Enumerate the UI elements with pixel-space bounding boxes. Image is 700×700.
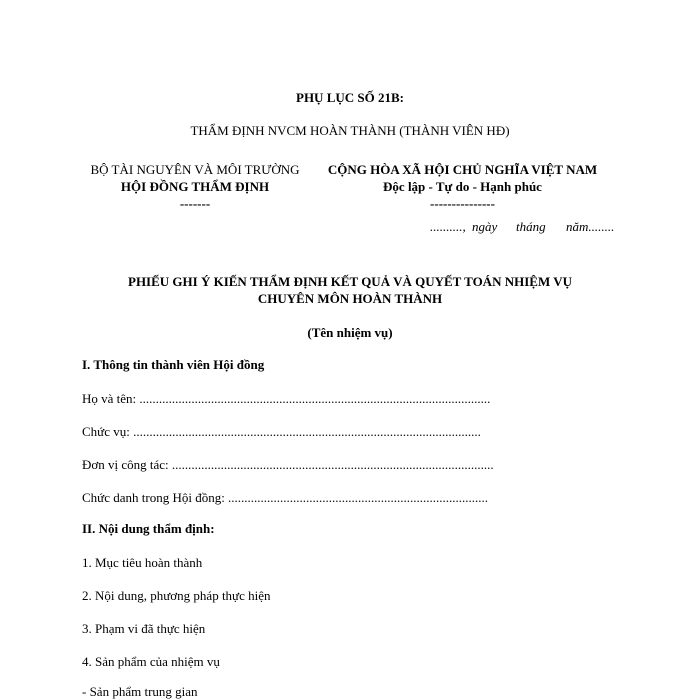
form-title-line1: PHIẾU GHI Ý KIẾN THẨM ĐỊNH KẾT QUẢ VÀ QUYẾT TOÁN NHIỆM VỤ bbox=[128, 274, 572, 289]
list-item: 2. Nội dung, phương pháp thực hiện bbox=[82, 588, 271, 603]
header-right-line2: Độc lập - Tự do - Hạnh phúc bbox=[383, 179, 542, 194]
date-year: năm........ bbox=[566, 219, 615, 234]
header-right-dashes: --------------- bbox=[430, 196, 495, 211]
document-subtitle: THẨM ĐỊNH NVCM HOÀN THÀNH (THÀNH VIÊN HĐ) bbox=[190, 123, 510, 138]
field-position: Chức vụ: ........................................................................................................... bbox=[82, 424, 481, 439]
field-full-name: Họ và tên: ............................................................................................................ bbox=[82, 391, 491, 406]
header-left-line2: HỘI ĐỒNG THẨM ĐỊNH bbox=[120, 179, 270, 194]
field-council-title: Chức danh trong Hội đồng: ................................................................................ bbox=[82, 490, 489, 505]
list-item: - Sản phẩm trung gian bbox=[82, 684, 198, 699]
header-left-line1: BỘ TÀI NGUYÊN VÀ MÔI TRƯỜNG bbox=[90, 162, 300, 177]
appendix-title: PHỤ LỤC SỐ 21B: bbox=[296, 90, 404, 105]
field-work-unit: Đơn vị công tác: ................................................................................................... bbox=[82, 457, 494, 472]
date-day: ngày bbox=[472, 219, 498, 234]
list-item: 4. Sản phẩm của nhiệm vụ bbox=[82, 654, 220, 669]
list-item: 1. Mục tiêu hoàn thành bbox=[82, 555, 203, 570]
section1-heading: I. Thông tin thành viên Hội đồng bbox=[82, 357, 265, 372]
form-title-line2: CHUYÊN MÔN HOÀN THÀNH bbox=[257, 291, 443, 306]
section2-heading: II. Nội dung thẩm định: bbox=[82, 521, 215, 536]
header-left-dashes: ------- bbox=[179, 196, 211, 211]
date-place: .........., bbox=[430, 219, 466, 234]
date-month: tháng bbox=[516, 219, 546, 234]
task-name-placeholder: (Tên nhiệm vụ) bbox=[307, 325, 393, 340]
list-item: 3. Phạm vi đã thực hiện bbox=[82, 621, 206, 636]
header-right-line1: CỘNG HÒA XÃ HỘI CHỦ NGHĨA VIỆT NAM bbox=[327, 162, 598, 177]
